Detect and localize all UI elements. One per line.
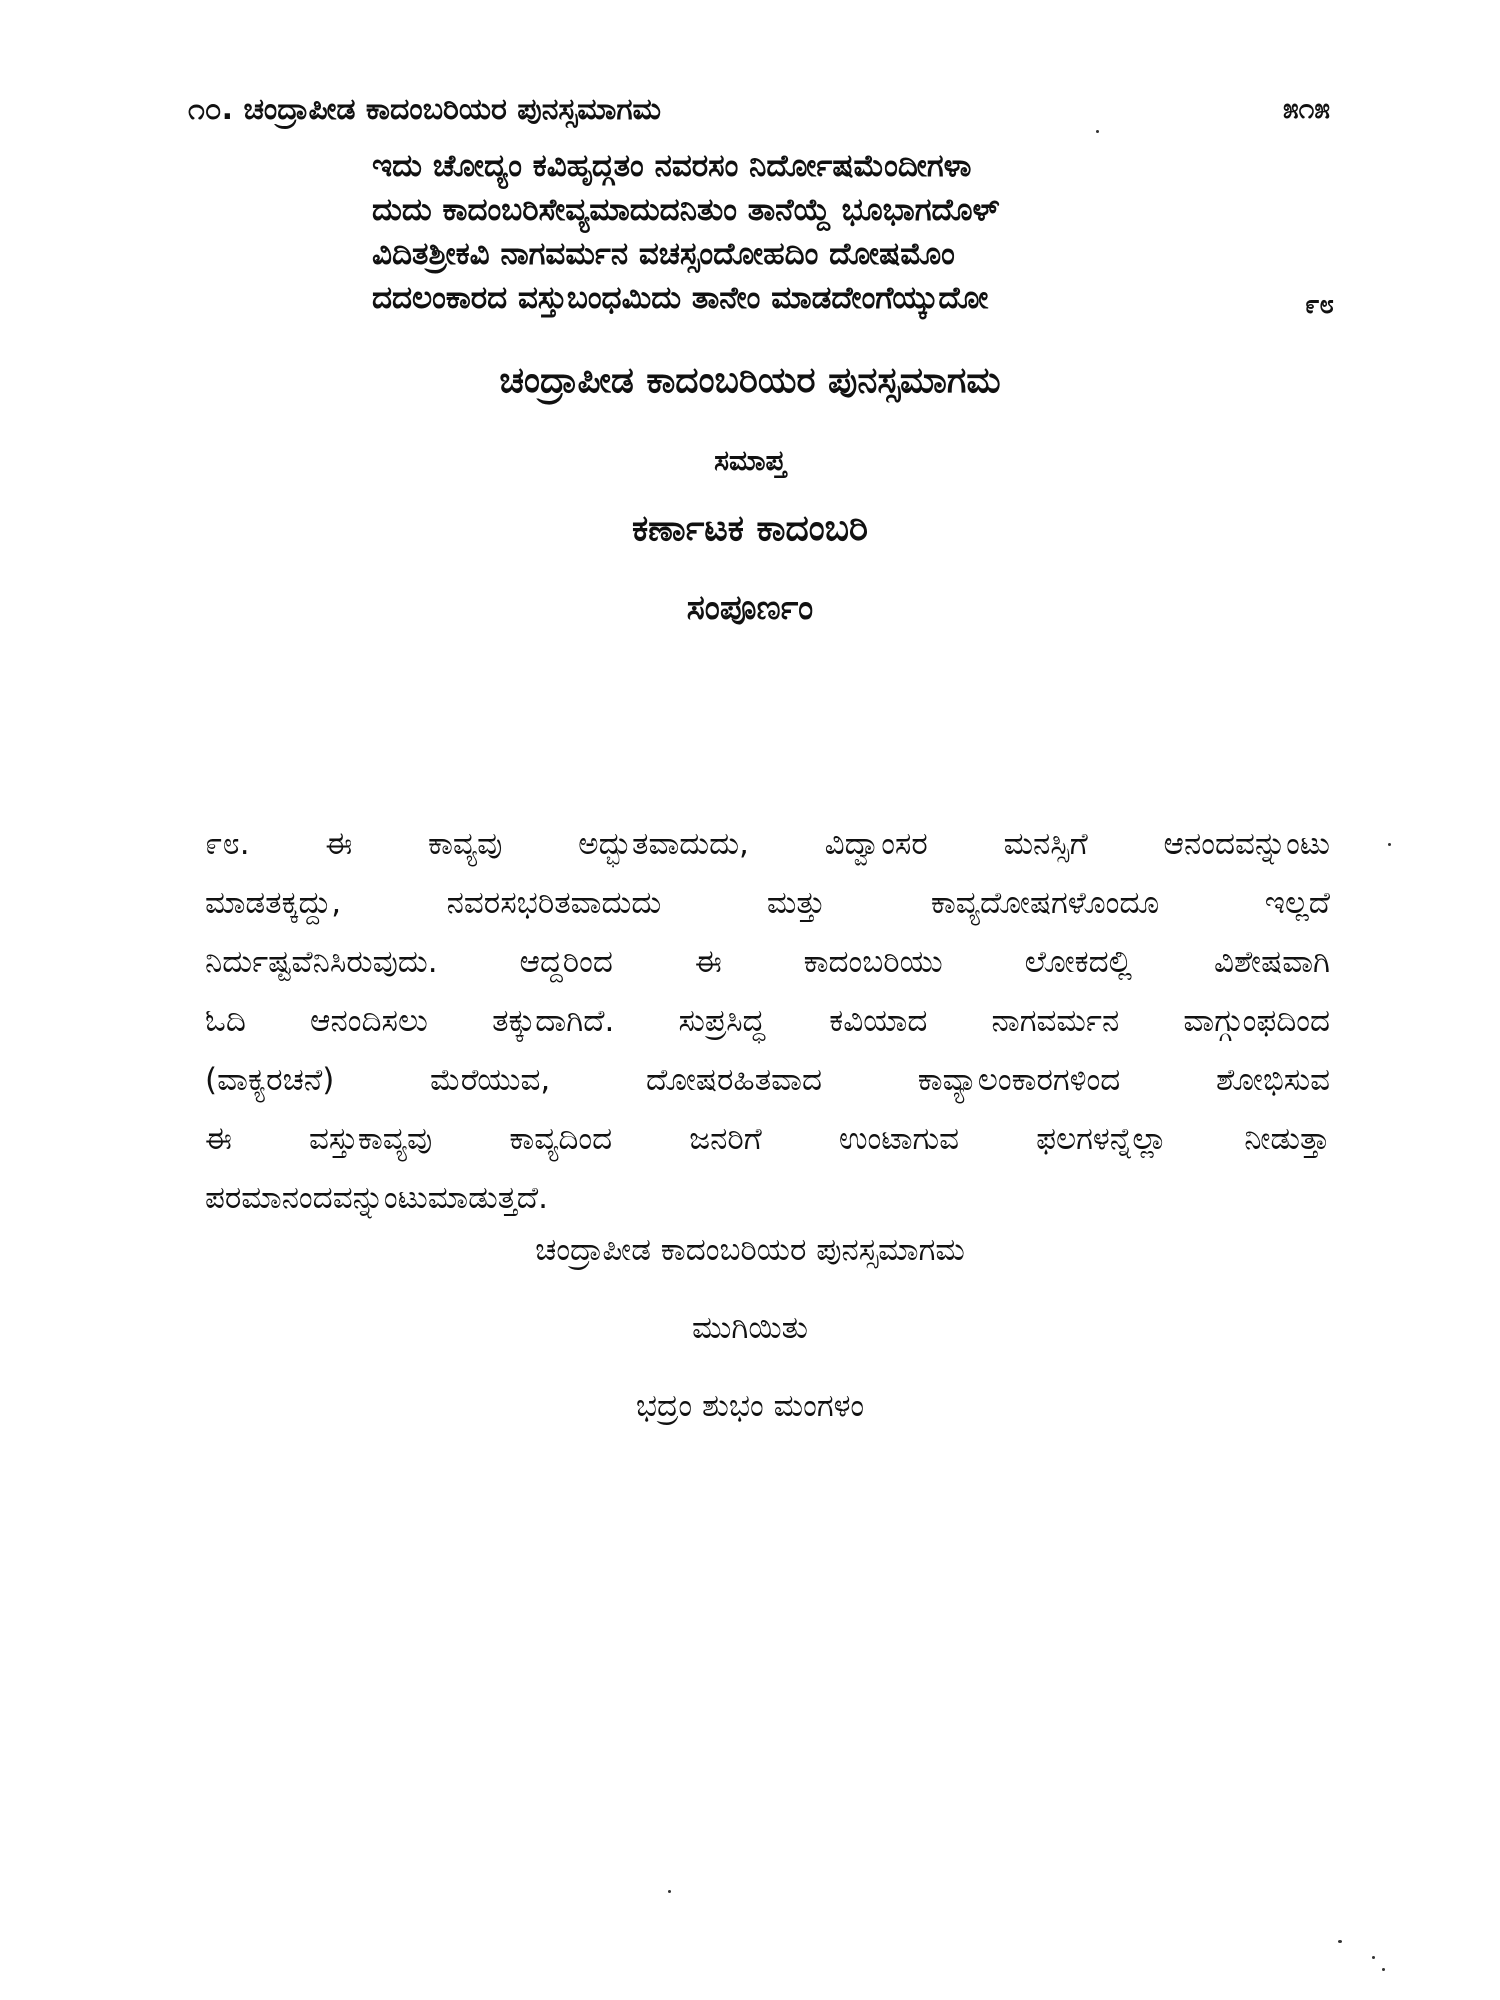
verse-line: ದದಲಂಕಾರದ ವಸ್ತುಬಂಧಮಿದು ತಾನೇಂ ಮಾಡದೇಂಗೆಯ್ಕುದೋ bbox=[372, 280, 989, 316]
verse-line: ವಿದಿತಶ್ರೀಕವಿ ನಾಗವರ್ಮನ ವಚಸ್ಸಂದೋಹದಿಂ ದೋಷಮೊಂ bbox=[372, 236, 955, 272]
section-title: ಚಂದ್ರಾಪೀಡ ಕಾದಂಬರಿಯರ ಪುನಸ್ಸಮಾಗಮ bbox=[499, 360, 1001, 401]
prose-translation bbox=[205, 815, 1330, 1228]
scan-speck bbox=[1338, 1940, 1342, 1943]
scan-speck bbox=[1388, 843, 1391, 846]
prose-line: ನಿರ್ದುಷ್ಟವೆನಿಸಿರುವುದು. ಆದ್ದರಿಂದ ಈ ಕಾದಂಬರಿಯು ಲೋಕದಲ್ಲಿ ವಿಶೇಷವಾಗಿ bbox=[205, 944, 1330, 980]
scan-speck bbox=[668, 1890, 671, 1893]
verse-line: ದುದು ಕಾದಂಬರಿಸೇವ್ಯಮಾದುದನಿತುಂ ತಾನೆಯ್ದೆ ಭೂಭಾಗದೊಳ್ bbox=[372, 192, 1000, 228]
section-status: ಸಮಾಪ್ತ bbox=[714, 444, 786, 477]
scan-speck bbox=[1096, 130, 1099, 133]
scan-speck bbox=[1382, 1968, 1385, 1971]
verse-block bbox=[372, 144, 1332, 320]
verse-number: ೯೮ bbox=[1304, 290, 1334, 320]
prose-line: ಈ ವಸ್ತುಕಾವ್ಯವು ಕಾವ್ಯದಿಂದ ಜನರಿಗೆ ಉಂಟಾಗುವ ಫಲಗಳನ್ನೆಲ್ಲಾ ನೀಡುತ್ತಾ bbox=[205, 1121, 1330, 1157]
book-status: ಸಂಪೂರ್ಣಂ bbox=[686, 588, 814, 628]
prose-line: ಮಾಡತಕ್ಕದ್ದು, ನವರಸಭರಿತವಾದುದು ಮತ್ತು ಕಾವ್ಯದೋಷಗಳೊಂದೂ ಇಲ್ಲದೆ bbox=[205, 885, 1330, 921]
ending-title: ಚಂದ್ರಾಪೀಡ ಕಾದಂಬರಿಯರ ಪುನಸ್ಸಮಾಗಮ bbox=[535, 1232, 965, 1268]
prose-line: ೯೮. ಈ ಕಾವ್ಯವು ಅದ್ಭುತವಾದುದು, ವಿದ್ವಾಂಸರ ಮನಸ್ಸಿಗೆ ಆನಂದವನ್ನುಂಟು bbox=[205, 826, 1330, 862]
running-header-title: ೧೦. ಚಂದ್ರಾಪೀಡ ಕಾದಂಬರಿಯರ ಪುನಸ್ಸಮಾಗಮ bbox=[188, 92, 662, 127]
book-title: ಕರ್ಣಾಟಕ ಕಾದಂಬರಿ bbox=[631, 508, 869, 549]
prose-line: ಓದಿ ಆನಂದಿಸಲು ತಕ್ಕುದಾಗಿದೆ. ಸುಪ್ರಸಿದ್ಧ ಕವಿಯಾದ ನಾಗವರ್ಮನ ವಾಗ್ಗುಂಫದಿಂದ bbox=[205, 1003, 1330, 1039]
page-number: ೫೧೫ bbox=[1282, 92, 1330, 125]
prose-line: ಪರಮಾನಂದವನ್ನುಂಟುಮಾಡುತ್ತದೆ. bbox=[205, 1180, 548, 1216]
ending-blessing: ಭದ್ರಂ ಶುಭಂ ಮಂಗಳಂ bbox=[635, 1388, 865, 1424]
verse-line: ಇದು ಚೋದ್ಯಂ ಕವಿಹೃದ್ಗತಂ ನವರಸಂ ನಿರ್ದೋಷಮೆಂದೀಗಳಾ bbox=[372, 148, 972, 184]
prose-line: (ವಾಕ್ಯರಚನೆ) ಮೆರೆಯುವ, ದೋಷರಹಿತವಾದ ಕಾವ್ಯಾಲಂಕಾರಗಳಿಂದ ಶೋಭಿಸುವ bbox=[205, 1062, 1330, 1098]
scan-speck bbox=[1372, 1956, 1375, 1959]
ending-status: ಮುಗಿಯಿತು bbox=[692, 1310, 808, 1346]
